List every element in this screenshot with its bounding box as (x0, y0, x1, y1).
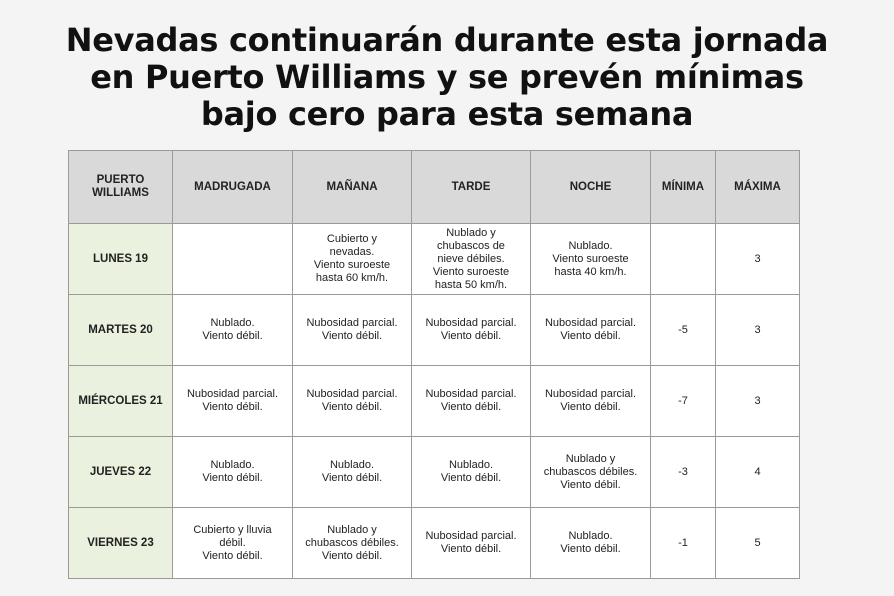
tarde-cell: Nublado. Viento débil. (412, 437, 531, 508)
table-row (69, 437, 800, 508)
headline-line-3: bajo cero para esta semana (200, 95, 694, 133)
day-cell: VIERNES 23 (69, 508, 173, 579)
header-location: PUERTO WILLIAMS (69, 151, 173, 224)
day-cell: MIÉRCOLES 21 (69, 366, 173, 437)
madrugada-cell (173, 224, 293, 295)
header-manana: MAÑANA (293, 151, 412, 224)
manana-cell: Nublado y chubascos débiles. Viento débil. (293, 508, 412, 579)
manana-cell: Cubierto y nevadas. Viento suroeste hasta 60 km/h. (293, 224, 412, 295)
manana-cell: Nubosidad parcial. Viento débil. (293, 366, 412, 437)
header-row (69, 151, 800, 224)
madrugada-cell: Nubosidad parcial. Viento débil. (173, 366, 293, 437)
noche-cell: Nublado y chubascos débiles. Viento débil. (531, 437, 651, 508)
madrugada-cell: Nublado. Viento débil. (173, 437, 293, 508)
headline (0, 22, 894, 133)
header-madrugada: MADRUGADA (173, 151, 293, 224)
day-cell: JUEVES 22 (69, 437, 173, 508)
minima-cell: -3 (651, 437, 716, 508)
noche-cell: Nubosidad parcial. Viento débil. (531, 295, 651, 366)
header-noche: NOCHE (531, 151, 651, 224)
minima-cell: -5 (651, 295, 716, 366)
manana-cell: Nubosidad parcial. Viento débil. (293, 295, 412, 366)
maxima-cell: 5 (716, 508, 800, 579)
table-row (69, 295, 800, 366)
tarde-cell: Nubosidad parcial. Viento débil. (412, 366, 531, 437)
madrugada-cell: Nublado. Viento débil. (173, 295, 293, 366)
header-tarde: TARDE (412, 151, 531, 224)
madrugada-cell: Cubierto y lluvia débil. Viento débil. (173, 508, 293, 579)
day-cell: MARTES 20 (69, 295, 173, 366)
table-row (69, 508, 800, 579)
table-row (69, 224, 800, 295)
tarde-cell: Nubosidad parcial. Viento débil. (412, 295, 531, 366)
header-maxima: MÁXIMA (716, 151, 800, 224)
maxima-cell: 3 (716, 366, 800, 437)
headline-line-2: en Puerto Williams y se prevén mínimas (90, 58, 804, 96)
noche-cell: Nublado. Viento suroeste hasta 40 km/h. (531, 224, 651, 295)
minima-cell: -1 (651, 508, 716, 579)
headline-line-1: Nevadas continuarán durante esta jornada (65, 21, 829, 59)
maxima-cell: 3 (716, 224, 800, 295)
tarde-cell: Nubosidad parcial. Viento débil. (412, 508, 531, 579)
day-cell: LUNES 19 (69, 224, 173, 295)
table-row (69, 366, 800, 437)
minima-cell: -7 (651, 366, 716, 437)
noche-cell: Nublado. Viento débil. (531, 508, 651, 579)
maxima-cell: 3 (716, 295, 800, 366)
manana-cell: Nublado. Viento débil. (293, 437, 412, 508)
minima-cell (651, 224, 716, 295)
forecast-table (68, 150, 800, 579)
tarde-cell: Nublado y chubascos de nieve débiles. Viento suroeste hasta 50 km/h. (412, 224, 531, 295)
noche-cell: Nubosidad parcial. Viento débil. (531, 366, 651, 437)
header-minima: MÍNIMA (651, 151, 716, 224)
maxima-cell: 4 (716, 437, 800, 508)
